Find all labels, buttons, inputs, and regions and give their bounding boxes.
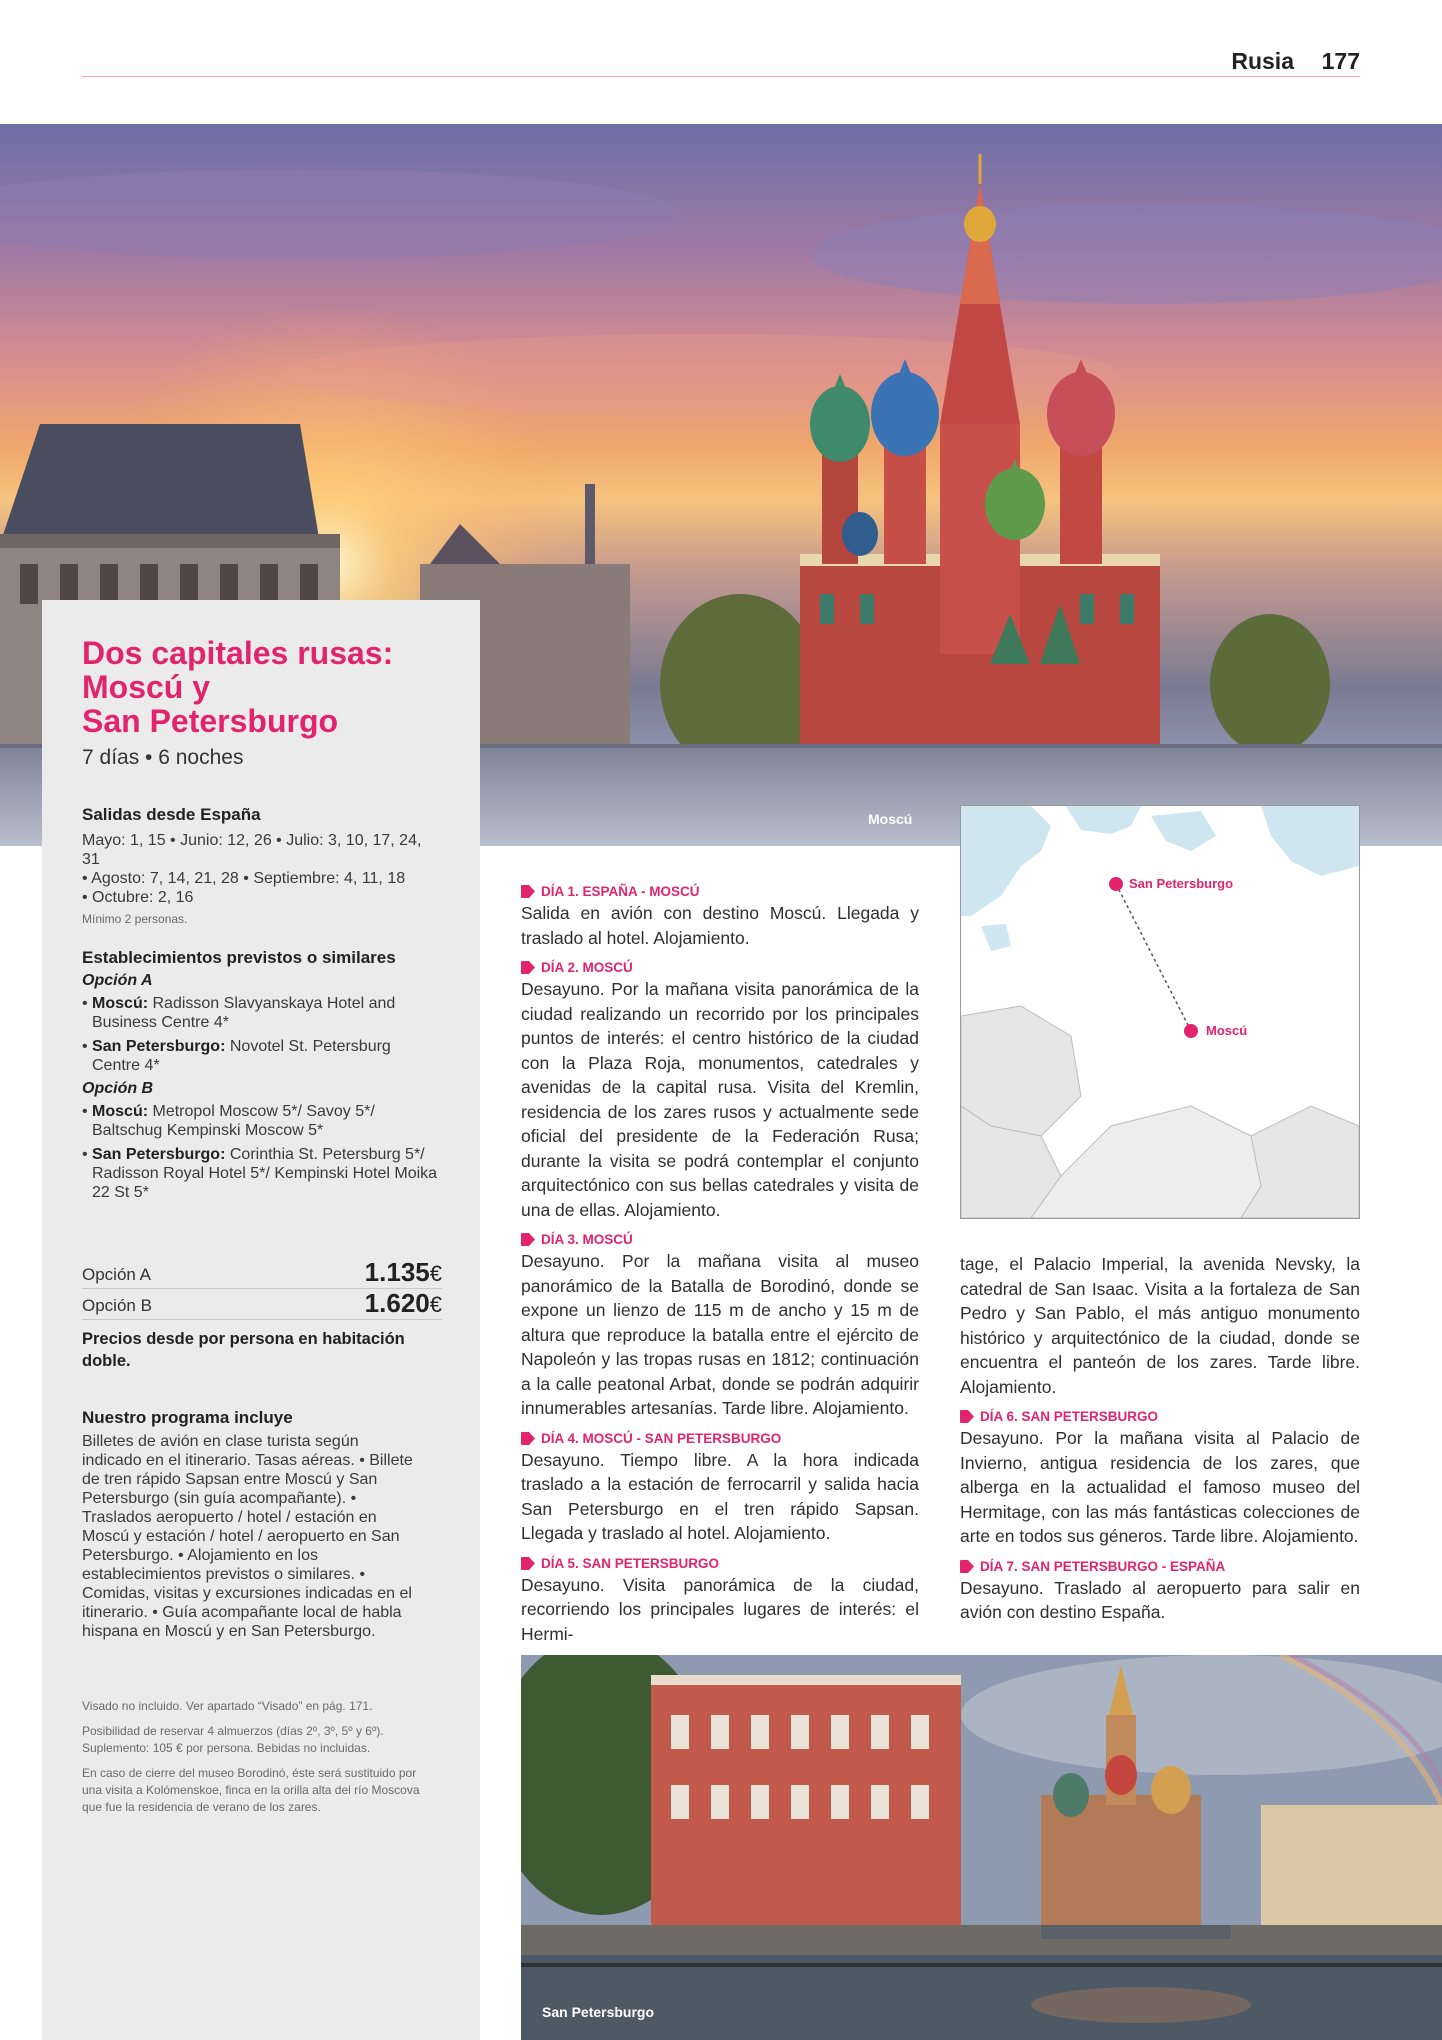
day-heading (521, 960, 919, 975)
map-label-moscu: Moscú (1206, 1023, 1248, 1038)
note: Posibilidad de reservar 4 almuerzos (días 2º, 3º, 5º y 6º). Suplemento: 105 € por persona. Bebidas no incluidas. (82, 1724, 384, 1755)
hotel-names: Corinthia St. Petersburg 5*/ Radisson Royal Hotel 5*/ Kempinski Hotel Moika 22 St 5* (92, 1146, 438, 1201)
departures-line-2: • Agosto: 7, 14, 21, 28 • Septiembre: 4, 11, 18 (82, 870, 406, 887)
day-heading-text: DÍA 5. SAN PETERSBURGO (541, 1555, 720, 1571)
arrow-icon (521, 961, 535, 974)
hotels-section (82, 948, 442, 1207)
day-text: Desayuno. Visita panorámica de la ciudad, recorriendo los principales lugares de interés: el Hermi- (521, 1574, 919, 1644)
hotel-item: • Moscú: Metropol Moscow 5*/ Savoy 5*/ Baltschug Kempinski Moscow 5* (82, 1103, 375, 1139)
day-text: Salida en avión con destino Moscú. Llegada y traslado al hotel. Alojamiento. (521, 903, 919, 948)
itinerary-column-2 (960, 1252, 1360, 1635)
option-a-label: Opción A (82, 972, 153, 989)
day-heading (960, 1409, 1360, 1424)
tour-info-panel (42, 600, 480, 2040)
price-label: Opción B (82, 1296, 152, 1315)
notes-section (82, 1698, 432, 1816)
departures-heading: Salidas desde España (82, 805, 261, 824)
price-currency: € (429, 1292, 442, 1317)
hotel-names: Metropol Moscow 5*/ Savoy 5*/ Baltschug Kempinski Moscow 5* (92, 1103, 375, 1139)
price-label: Opción A (82, 1265, 151, 1284)
page-header (82, 44, 1360, 77)
hotel-item: • San Petersburgo: Corinthia St. Petersburg 5*/ Radisson Royal Hotel 5*/ Kempinski Hotel Moika 22 St 5* (82, 1146, 438, 1201)
day-heading-text: DÍA 3. MOSCÚ (541, 1232, 633, 1247)
day-block (521, 884, 919, 950)
tour-title-line-1: Dos capitales rusas: (82, 635, 394, 671)
option-a-list (82, 994, 442, 1075)
note: Visado no incluido. Ver apartado “Visado” en pág. 171. (82, 1699, 373, 1713)
hotel-names: Novotel St. Petersburg Centre 4* (92, 1038, 391, 1074)
hotel-city: Moscú: (92, 1103, 149, 1120)
day-text: Desayuno. Por la mañana visita panorámica de la ciudad realizando un recorrido por los principales puntos de interés: el centro histórico de la ciudad con la Plaza Roja, monumentos, catedrales y avenidas de la capital rusa. Visita del Kremlin, residencia de los zares rusos y actualmente sede oficial del presidente de la Federación Rusa; durante la visita se podrá contemplar el conjunto arquitectónico con sus bellas catedrales y visita de una de ellas. Alojamiento. (521, 979, 919, 1220)
arrow-icon (521, 1557, 535, 1570)
tour-title-line-2: Moscú y (82, 669, 211, 705)
prices-section (82, 1258, 442, 1372)
day-5-continuation: tage, el Palacio Imperial, la avenida Nevsky, la catedral de San Isaac. Visita a la fortaleza de San Pedro y San Pablo, el más antiguo monumento histórico y arquitectónico de la ciudad, donde se encuentra el panteón de los zares. Tarde libre. Alojamiento. (960, 1254, 1360, 1397)
price-value (365, 1288, 442, 1319)
arrow-icon (521, 1233, 535, 1246)
hotel-city: San Petersburgo: (92, 1038, 226, 1055)
hotel-city: San Petersburgo: (92, 1146, 226, 1163)
day-text: Desayuno. Traslado al aeropuerto para salir en avión con destino España. (960, 1577, 1360, 1622)
photo2-illustration (521, 1655, 1442, 2040)
price-note: Precios desde por persona en habitación doble. (82, 1330, 405, 1370)
tour-title-line-3: San Petersburgo (82, 703, 339, 739)
day-heading-text: DÍA 4. MOSCÚ - SAN PETERSBURGO (541, 1430, 782, 1446)
day-block (960, 1559, 1360, 1625)
day-block (521, 1232, 919, 1421)
departures-section (82, 805, 442, 928)
departures-minimum: Mínimo 2 personas. (82, 912, 188, 926)
day-heading-text: DÍA 7. SAN PETERSBURGO - ESPAÑA (980, 1558, 1226, 1574)
price-amount: 1.135 (364, 1257, 430, 1287)
day-text: Desayuno. Tiempo libre. A la hora indicada traslado a la estación de ferrocarril y salida hacia San Petersburgo en el tren rápido Sapsan. Llegada y traslado al hotel. Alojamiento. (521, 1449, 919, 1543)
day-heading-text: DÍA 2. MOSCÚ (541, 960, 633, 975)
option-b-label: Opción B (82, 1080, 154, 1097)
departures-dates (82, 831, 442, 907)
route-map (960, 805, 1360, 1219)
day-heading-text: DÍA 1. ESPAÑA - MOSCÚ (541, 884, 700, 899)
tour-duration: 7 días • 6 noches (82, 746, 244, 769)
includes-text: Billetes de avión en clase turista según indicado en el itinerario. Tasas aéreas. • Billete de tren rápido Sapsan entre Moscú y San Petersburgo (sin guía acompañante). • Traslados aeropuerto / hotel / estación en Moscú y estación / hotel / aeropuerto en San Petersburgo. • Alojamiento en los establecimientos previstos o similares. • Comidas, visitas y excursiones indicadas en el itinerario. • Guía acompañante local de habla hispana en Moscú y en San Petersburgo. (82, 1433, 413, 1640)
hotel-city: Moscú: (92, 995, 149, 1012)
note: En caso de cierre del museo Borodinó, éste será sustituido por una visita a Kolómenskoe, finca en la orilla alta del río Moscova que fue la residencia de verano de los zares. (82, 1766, 420, 1814)
day-block (521, 1556, 919, 1647)
departures-line-3: • Octubre: 2, 16 (82, 889, 194, 906)
day-block (960, 1409, 1360, 1549)
includes-section (82, 1408, 422, 1641)
day-block (521, 960, 919, 1222)
day-heading (521, 884, 919, 899)
hero-caption: Moscú (868, 811, 913, 827)
day-heading (521, 1232, 919, 1247)
departures-line-1: Mayo: 1, 15 • Junio: 12, 26 • Julio: 3, 10, 17, 24, 31 (82, 832, 422, 868)
map-illustration (961, 806, 1359, 1218)
day-heading-text: DÍA 6. SAN PETERSBURGO (980, 1409, 1159, 1424)
price-currency: € (429, 1261, 442, 1286)
page-number: 177 (1321, 48, 1360, 74)
day-heading (521, 1431, 919, 1446)
day-heading (521, 1556, 919, 1571)
tour-title (82, 636, 462, 738)
map-label-san-petersburgo: San Petersburgo (1129, 876, 1234, 891)
photo-san-petersburgo (521, 1655, 1442, 2040)
section-title: Rusia (1231, 48, 1294, 74)
arrow-icon (960, 1560, 974, 1573)
price-value (365, 1257, 442, 1288)
hotel-item: • San Petersburgo: Novotel St. Petersburg Centre 4* (82, 1038, 391, 1074)
price-amount: 1.620 (364, 1288, 430, 1318)
arrow-icon (521, 885, 535, 898)
day-heading (960, 1559, 1360, 1574)
arrow-icon (521, 1432, 535, 1445)
includes-heading: Nuestro programa incluye (82, 1408, 293, 1427)
itinerary-column-1 (521, 884, 919, 1656)
day-text: Desayuno. Por la mañana visita al Palacio de Invierno, antigua residencia de los zares, que alberga en la actualidad el famoso museo del Hermitage, con las más fantásticas colecciones de arte en todos sus géneros. Tarde libre. Alojamiento. (960, 1428, 1360, 1546)
price-row (82, 1258, 442, 1289)
hotel-item: • Moscú: Radisson Slavyanskaya Hotel and Business Centre 4* (82, 995, 396, 1031)
day-text: Desayuno. Por la mañana visita al museo panorámico de la Batalla de Borodinó, donde se expone un lienzo de 115 m de ancho y 15 m de altura que reproduce la batalla entre el ejército de Napoleón y las tropas rusas en 1812; continuación a la calle peatonal Arbat, donde se podrán adquirir innumerables artesanías. Tarde libre. Alojamiento. (521, 1251, 919, 1418)
option-b-list (82, 1102, 442, 1202)
arrow-icon (960, 1410, 974, 1423)
day-block (521, 1431, 919, 1546)
price-row (82, 1289, 442, 1320)
hotel-names: Radisson Slavyanskaya Hotel and Business Centre 4* (92, 995, 396, 1031)
photo2-caption: San Petersburgo (542, 2004, 655, 2020)
hotels-heading: Establecimientos previstos o similares (82, 948, 396, 967)
